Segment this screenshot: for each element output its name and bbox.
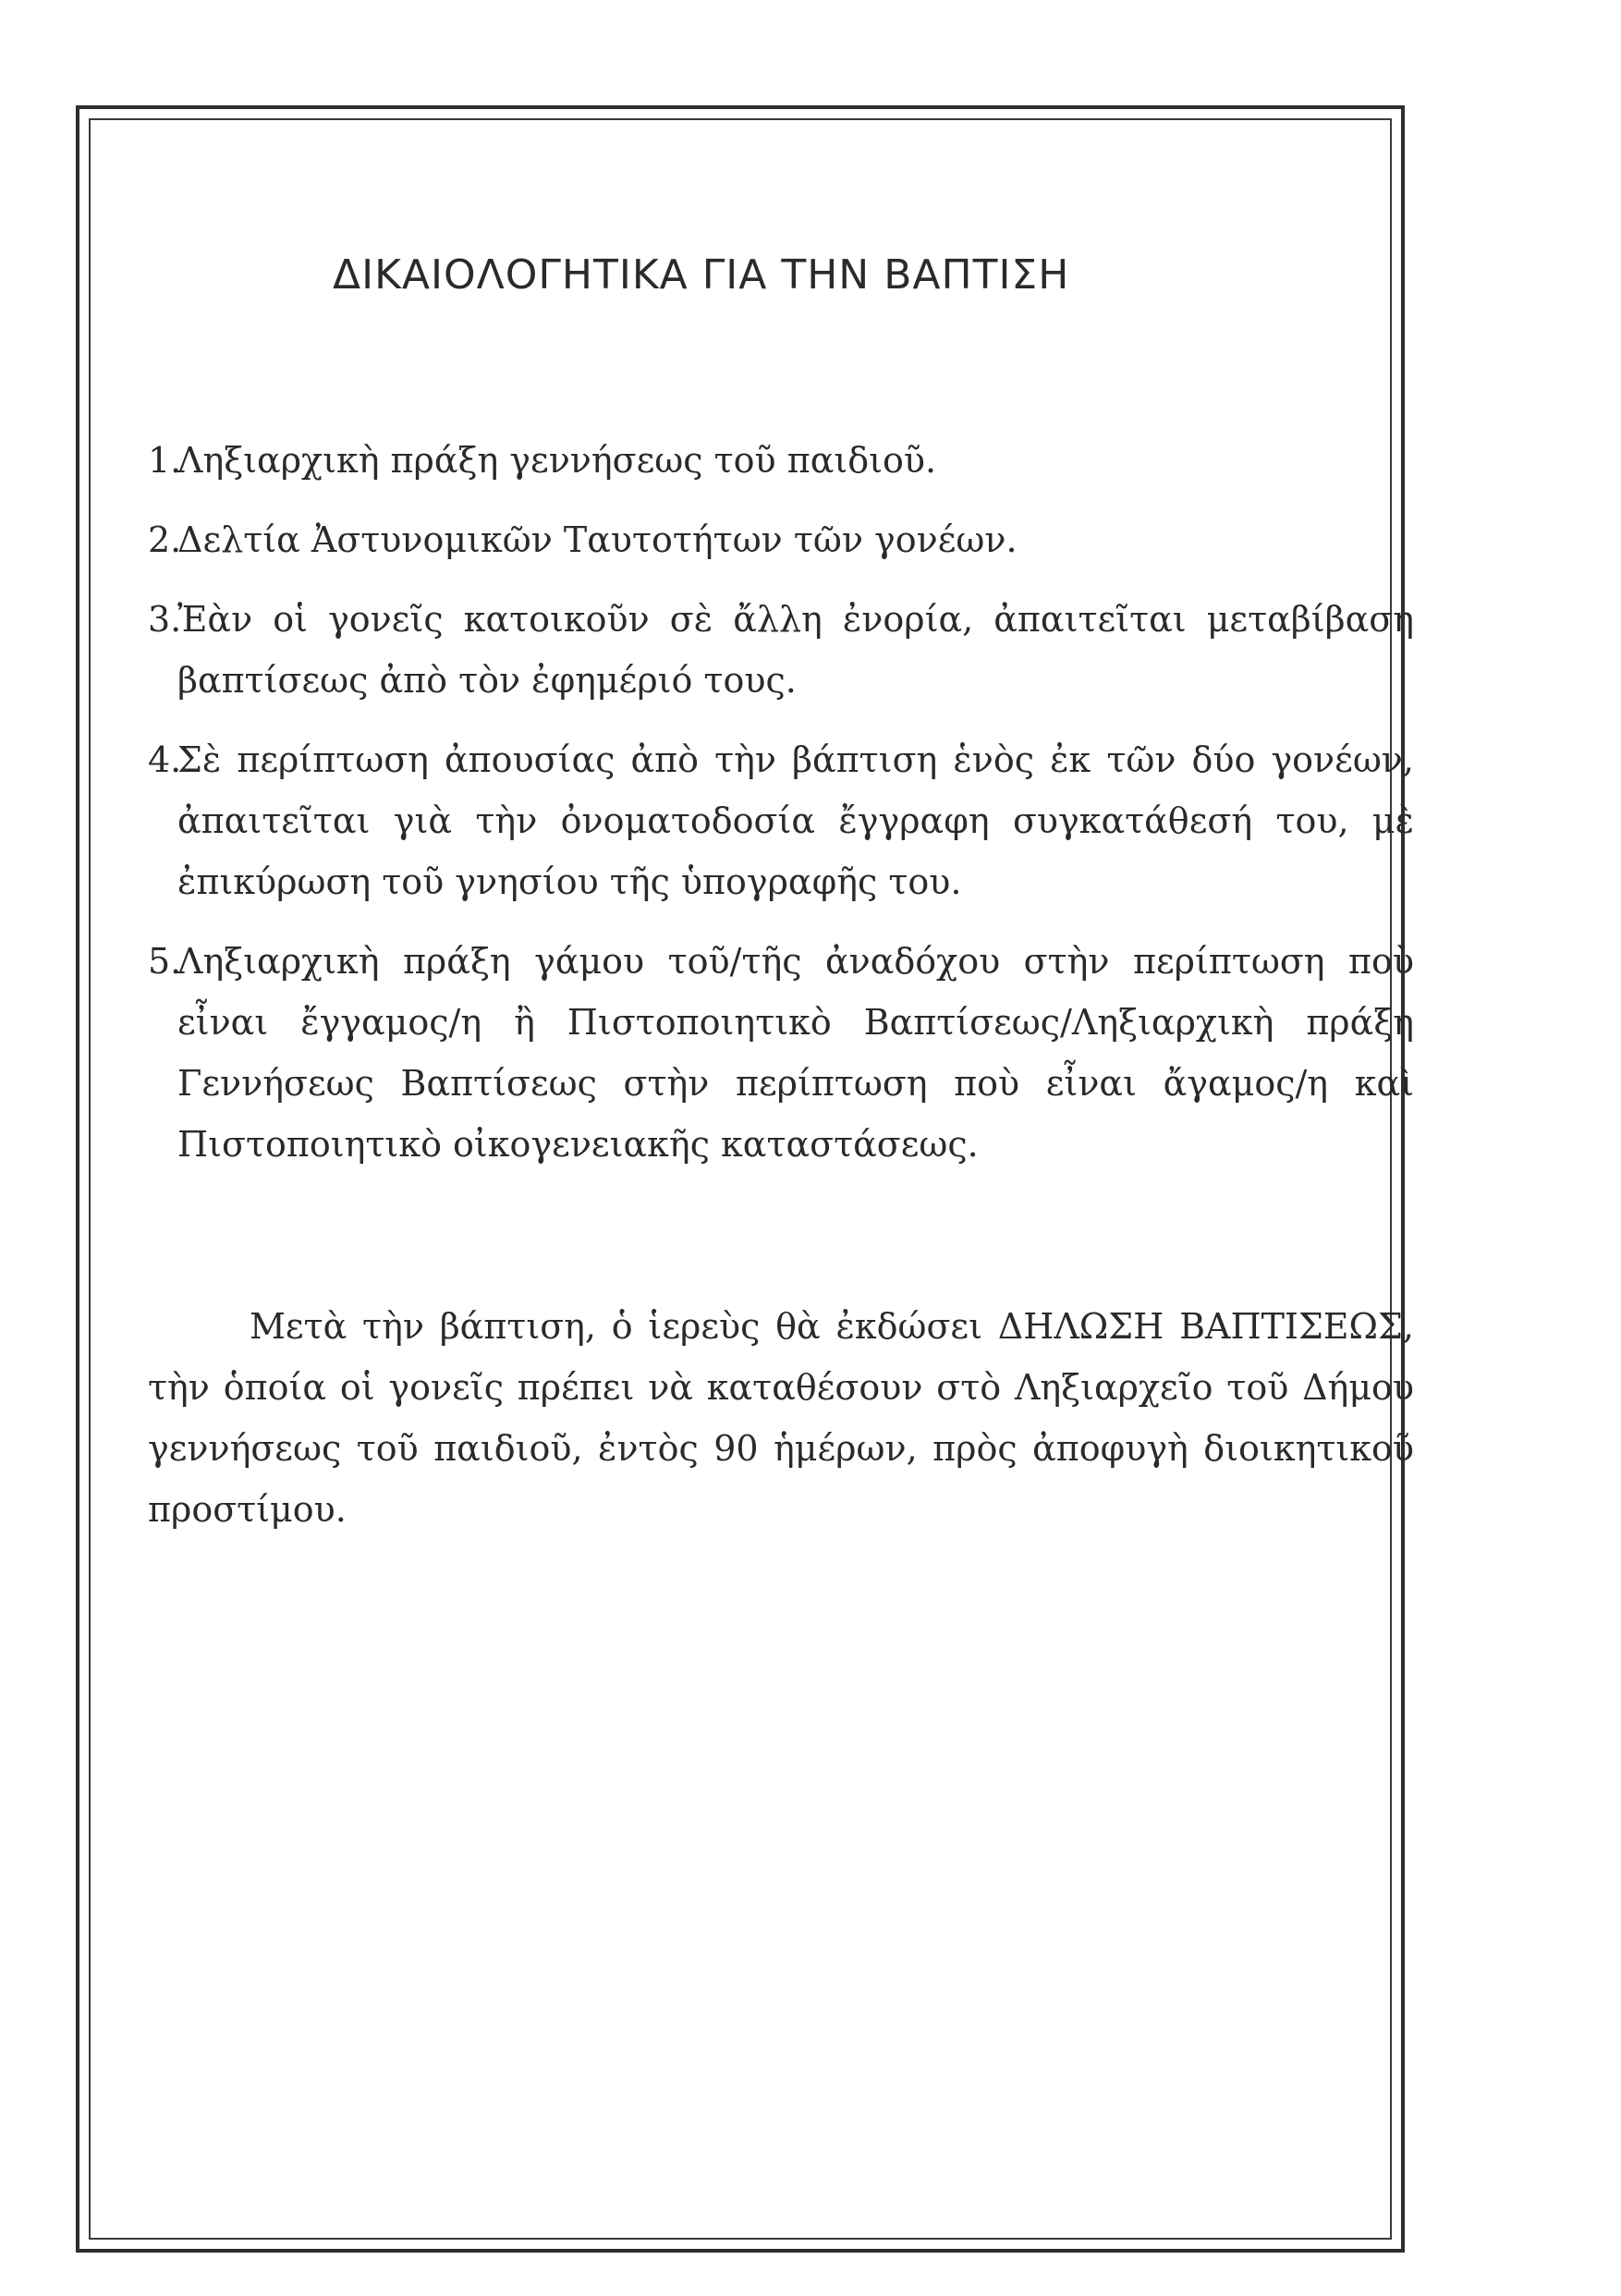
document-title: ΔΙΚΑΙΟΛΟΓΗΤΙΚΑ ΓΙΑ ΤΗΝ ΒΑΠΤΙΣΗ: [333, 251, 1070, 299]
list-item: [148, 509, 1414, 570]
list-item-text: Σὲ περίπτωση ἀπουσίας ἀπὸ τὴν βάπτιση ἑνὸς ἐκ τῶν δύο γονέων, ἀπαιτεῖται γιὰ τὴν ὀνοματοδοσία ἔγγραφη συγκατάθεσή του, μὲ ἐπικύρωση τοῦ γνησίου τῆς ὑπογραφῆς του.: [177, 739, 1414, 902]
list-item-number: 1.: [148, 440, 182, 481]
list-item-text: Δελτία Ἀστυνομικῶν Ταυτοτήτων τῶν γονέων.: [177, 519, 1018, 560]
list-item: [148, 931, 1414, 1175]
list-item-number: 5.: [148, 941, 182, 982]
list-item: [148, 589, 1414, 711]
list-item: [148, 430, 1414, 491]
list-item-text: Ληξιαρχικὴ πράξη γάμου τοῦ/τῆς ἀναδόχου στὴν περίπτωση ποὺ εἶναι ἔγγαμος/η ἢ Πιστοποιητικὸ Βαπτίσεως/Ληξιαρχικὴ πράξη Γεννήσεως Βαπτίσεως στὴν περίπτωση ποὺ εἶναι ἄγαμος/η καὶ Πιστοποιητικὸ οἰκογενειακῆς καταστάσεως.: [177, 941, 1414, 1165]
list-item: [148, 729, 1414, 912]
baptism-declaration-note: Μετὰ τὴν βάπτιση, ὁ ἱερεὺς θὰ ἐκδώσει ΔΗΛΩΣΗ ΒΑΠΤΙΣΕΩΣ, τὴν ὁποία οἱ γονεῖς πρέπει νὰ καταθέσουν στὸ Ληξιαρχεῖο τοῦ Δήμου γεννήσεως τοῦ παιδιοῦ, ἐντὸς 90 ἡμέρων, πρὸς ἀποφυγὴ διοικητικοῦ προστίμου.: [148, 1306, 1414, 1530]
list-item-number: 4.: [148, 739, 182, 780]
list-item-text: Ἐὰν οἱ γονεῖς κατοικοῦν σὲ ἄλλη ἐνορία, ἀπαιτεῖται μεταβίβαση βαπτίσεως ἀπὸ τὸν ἐφημέριό τους.: [177, 599, 1414, 701]
list-item-number: 3.: [148, 599, 182, 640]
list-item-text: Ληξιαρχικὴ πράξη γεννήσεως τοῦ παιδιοῦ.: [177, 440, 937, 481]
list-item-number: 2.: [148, 519, 182, 560]
requirements-list: [148, 430, 1414, 1193]
